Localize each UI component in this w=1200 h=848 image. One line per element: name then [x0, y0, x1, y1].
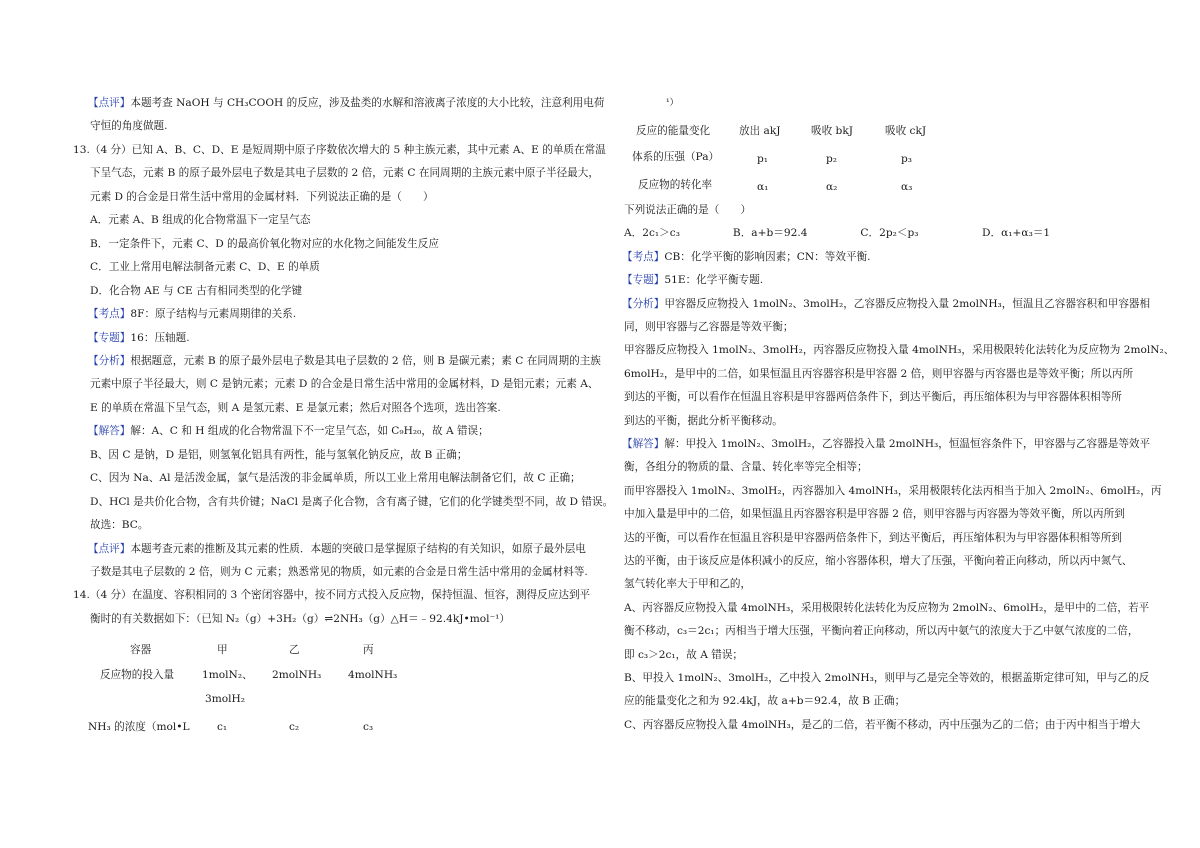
section-tag: 【分析】 [622, 297, 665, 310]
line-text: 应的能量变化之和为 92.4kJ，故 a+b＝92.4，故 B 正确； [624, 695, 906, 708]
line-text: 元素 D 的合金是日常生活中常用的金属材料．下列说法正确的是（ ） [90, 190, 434, 203]
text-line [90, 518, 148, 532]
line-text: 本题考查 NaOH 与 CH₃COOH 的反应，涉及盐类的水解和溶液离子浓度的大小比较，注意利用电荷 [130, 97, 605, 109]
section-tag: 【专题】 [622, 274, 665, 287]
text-line [622, 297, 1150, 311]
line-text: 氢气转化率大于甲和乙的， [624, 578, 752, 591]
text-line [624, 671, 1149, 685]
table-header-jia: 甲 [217, 644, 228, 656]
line-text: A．元素 A、B 组成的化合物常温下一定呈气态 [90, 214, 311, 227]
line-text: 故选：BC。 [90, 519, 149, 532]
section-tag: 【解答】 [622, 438, 665, 450]
line-text: 达的平衡，由于该反应是体积减小的反应，缩小容器体积，增大了压强，平衡向着正向移动，所以丙中氮气、 [624, 555, 1133, 567]
table-row1-jia-2: 3molH₂ [205, 693, 246, 705]
text-line [624, 601, 1149, 615]
text-line [622, 437, 1150, 451]
section-tag: 【解答】 [88, 425, 131, 438]
text-line [90, 284, 302, 298]
text-line [90, 237, 439, 251]
line-text: 根据题意，元素 B 的原子最外层电子数是其电子层数的 2 倍，则 B 是碳元素；素 C 在同周期的主族 [130, 354, 601, 367]
table-continuation: ¹） [666, 98, 679, 108]
table-pressure-jia: p₁ [757, 153, 769, 165]
section-tag: 【分析】 [88, 354, 131, 367]
table-row1-bing: 4molNH₃ [348, 669, 398, 681]
line-text: 51E：化学平衡专题. [664, 274, 764, 287]
text-line [90, 448, 467, 462]
table-conversion-label: 反应物的转化率 [638, 179, 713, 191]
table-pressure-yi: p₂ [826, 153, 838, 165]
line-text: 守恒的角度做题. [90, 120, 168, 133]
text-line [624, 460, 868, 474]
text-line [88, 542, 586, 556]
line-text: 即 c₃＞2c₁，故 A 错误； [624, 648, 744, 661]
line-text: B．一定条件下，元素 C、D 的最高价氧化物对应的水化物之间能发生反应 [90, 237, 439, 250]
table-pressure-label: 体系的压强（Pa） [632, 151, 720, 163]
line-text: 解：甲投入 1molN₂、3molH₂，乙容器投入量 2molNH₃，恒温恒容条件下，甲容器与乙容器是等效平 [664, 438, 1151, 450]
section-tag: 【考点】 [88, 308, 131, 321]
table-conversion-jia: α₁ [757, 181, 769, 193]
table-row2-yi: c₂ [289, 721, 300, 733]
text-line [90, 471, 581, 485]
section-tag: 【点评】 [88, 97, 131, 109]
text-line [90, 260, 320, 274]
line-text: B、因 C 是钠，D 是铝，则氢氧化铝具有两性，能与氢氧化钠反应，故 B 正确； [90, 448, 468, 461]
table-pressure-bing: p₃ [901, 153, 913, 165]
line-text: 中加入量是甲中的二倍，如果恒温且丙容器容积是甲容器 2 倍，则甲容器与丙容器为等效平衡，所以丙所到 [624, 508, 1125, 521]
table-conversion-yi: α₂ [826, 181, 838, 193]
line-text: 衡时的有关数据如下：（已知 N₂（g）+3H₂（g）⇌2NH₃（g）△H＝﹣92.4kJ•mol⁻¹） [90, 612, 510, 625]
line-text: 衡不移动，c₃＝2c₁；丙相当于增大压强，平衡向着正向移动，所以丙中氨气的浓度大于乙中氨气浓度的二倍， [624, 625, 1139, 638]
text-line [90, 190, 434, 204]
line-text: 子数是其电子层数的 2 倍，则为 C 元素；熟悉常见的物质，如元素的合金是日常生活中常用的金属材料等. [90, 566, 588, 578]
table-header-yi: 乙 [289, 644, 300, 656]
text-line [90, 612, 510, 626]
section-tag: 【专题】 [88, 331, 131, 344]
table-row2-jia: c₁ [217, 721, 228, 733]
line-text: 而甲容器投入 1molN₂、3molH₂，丙容器加入 4molNH₃，采用极限转化法丙相当于加入 2molN₂、6molH₂，丙 [624, 484, 1162, 497]
text-line [90, 565, 588, 579]
text-line [624, 531, 1122, 545]
line-text: A．2c₁＞c₃ B．a+b＝92.4 C．2p₂＜p₃ D．α₁+α₃＝1 [624, 227, 1051, 240]
line-text: E 的单质在常温下呈气态，则 A 是氢元素、E 是氯元素；然后对照各个选项，选出答案. [90, 401, 501, 414]
text-line [88, 307, 296, 321]
table-header-container: 容器 [130, 644, 152, 656]
text-line [624, 320, 794, 334]
line-text: B、甲投入 1molN₂、3molH₂，乙中投入 2molNH₃，则甲与乙是完全等效的，根据盖斯定律可知，甲与乙的反 [624, 672, 1150, 684]
section-tag: 【点评】 [88, 542, 131, 555]
text-line [622, 250, 871, 264]
table-energy-yi: 吸收 bkJ [811, 125, 854, 137]
table-header-bing: 丙 [363, 644, 374, 656]
line-text: C、因为 Na、Al 是活泼金属，氯气是活泼的非金属单质，所以工业上常用电解法制备它们，故 C 正确； [90, 472, 581, 485]
line-text: D．化合物 AE 与 CE 古有相同类型的化学键 [90, 284, 303, 297]
text-line [624, 226, 1050, 240]
text-line [88, 331, 190, 345]
line-text: C、丙容器反应物投入量 4molNH₃，是乙的二倍，若平衡不移动，丙中压强为乙的二倍；由于丙中相当于增大 [624, 718, 1141, 731]
line-text: 元素中原子半径最大，则 C 是钠元素；元素 D 的合金是日常生活中常用的金属材料，D 是铝元素；元素 A、 [90, 378, 599, 391]
table-energy-label: 反应的能量变化 [636, 125, 711, 137]
line-text: A、丙容器反应物投入量 4molNH₃，采用极限转化法转化为反应物为 2molN₂、6molH₂，是甲中的二倍，若平 [624, 601, 1150, 614]
text-line [624, 414, 783, 428]
line-text: C．工业上常用电解法制备元素 C、D、E 的单质 [90, 261, 320, 274]
text-line [624, 203, 751, 217]
text-line [624, 484, 1161, 498]
text-line [88, 424, 489, 438]
line-text: 本题考查元素的推断及其元素的性质．本题的突破口是掌握原子结构的有关知识，如原子最外层电 [130, 542, 586, 555]
text-line [88, 354, 601, 368]
text-line [624, 554, 1133, 568]
table-row2-label: NH₃ 的浓度（mol•L [88, 721, 190, 733]
line-text: 衡，各组分的物质的量、含量、转化率等完全相等； [624, 461, 868, 474]
text-line [73, 588, 590, 602]
text-line [90, 377, 598, 391]
text-line [73, 143, 606, 157]
section-tag: 【考点】 [622, 250, 665, 263]
line-text: 甲容器反应物投入 1molN₂、3molH₂，丙容器反应物投入量 4molNH₃，采用极限转化法转化为反应物为 2molN₂、 [624, 344, 1175, 357]
line-text: 解：A、C 和 H 组成的化合物常温下不一定呈气态，如 C₉H₂₀，故 A 错误； [130, 425, 489, 438]
line-text: 下列说法正确的是（ ） [624, 204, 752, 216]
text-line [90, 166, 599, 180]
table-energy-jia: 放出 akJ [739, 125, 781, 137]
text-line [624, 718, 1140, 732]
table-row1-label: 反应物的投入量 [100, 669, 175, 681]
text-line [624, 648, 743, 662]
line-text: 甲容器反应物投入 1molN₂、3molH₂，乙容器反应物投入量 2molNH₃，恒温且乙容器容积和甲容器相 [664, 297, 1151, 310]
line-text: 到达的平衡，可以看作在恒温且容积是甲容器两倍条件下，到达平衡后，再压缩体积为与甲容器体积相等所 [624, 391, 1122, 404]
table-energy-bing: 吸收 ckJ [885, 125, 927, 137]
table-conversion-bing: α₃ [901, 181, 913, 193]
text-line [90, 213, 311, 227]
table-row1-yi: 2molNH₃ [272, 669, 322, 681]
text-line [624, 390, 1122, 404]
line-text: D、HCl 是共价化合物，含有共价键；NaCl 是离子化合物，含有离子键，它们的化学键类型不同，故 D 错误。 [90, 495, 614, 508]
line-text: 达的平衡，可以看作在恒温且容积是甲容器两倍条件下，到达平衡后，再压缩体积为与甲容器体积相等所到 [624, 531, 1122, 544]
text-line [622, 273, 763, 287]
line-text: 8F：原子结构与元素周期律的关系. [130, 308, 297, 321]
table-row1-jia: 1molN₂、 [202, 669, 253, 681]
text-line [90, 401, 501, 415]
text-line [88, 96, 604, 110]
line-text: 16：压轴题. [130, 331, 190, 344]
line-text: 下呈气态，元素 B 的原子最外层电子数是其电子层数的 2 倍，元素 C 在同周期的主族元素中原子半径最大， [90, 167, 599, 180]
line-text: 13.（4 分）已知 A、B、C、D、E 是短周期中原子序数依次增大的 5 种主族元素，其中元素 A、E 的单质在常温 [73, 143, 606, 156]
line-text: 到达的平衡，据此分析平衡移动。 [624, 414, 783, 427]
text-line [624, 343, 1174, 357]
line-text: 6molH₂，是甲中的二倍，如果恒温且丙容器容积是甲容器 2 倍，则甲容器与丙容器也是等效平衡；所以丙所 [624, 367, 1134, 380]
line-text: 14.（4 分）在温度、容积相同的 3 个密闭容器中，按不同方式投入反应物，保持恒温、恒容，测得反应达到平 [73, 589, 591, 602]
text-line [624, 624, 1138, 638]
line-text: 同，则甲容器与乙容器是等效平衡； [624, 321, 794, 333]
text-line [90, 119, 168, 133]
text-line [624, 694, 905, 708]
line-text: CB：化学平衡的影响因素；CN：等效平衡. [664, 250, 871, 263]
text-line [624, 507, 1125, 521]
table-row2-bing: c₃ [363, 721, 374, 733]
text-line [624, 577, 751, 591]
text-line [624, 367, 1133, 381]
text-line [90, 495, 613, 509]
